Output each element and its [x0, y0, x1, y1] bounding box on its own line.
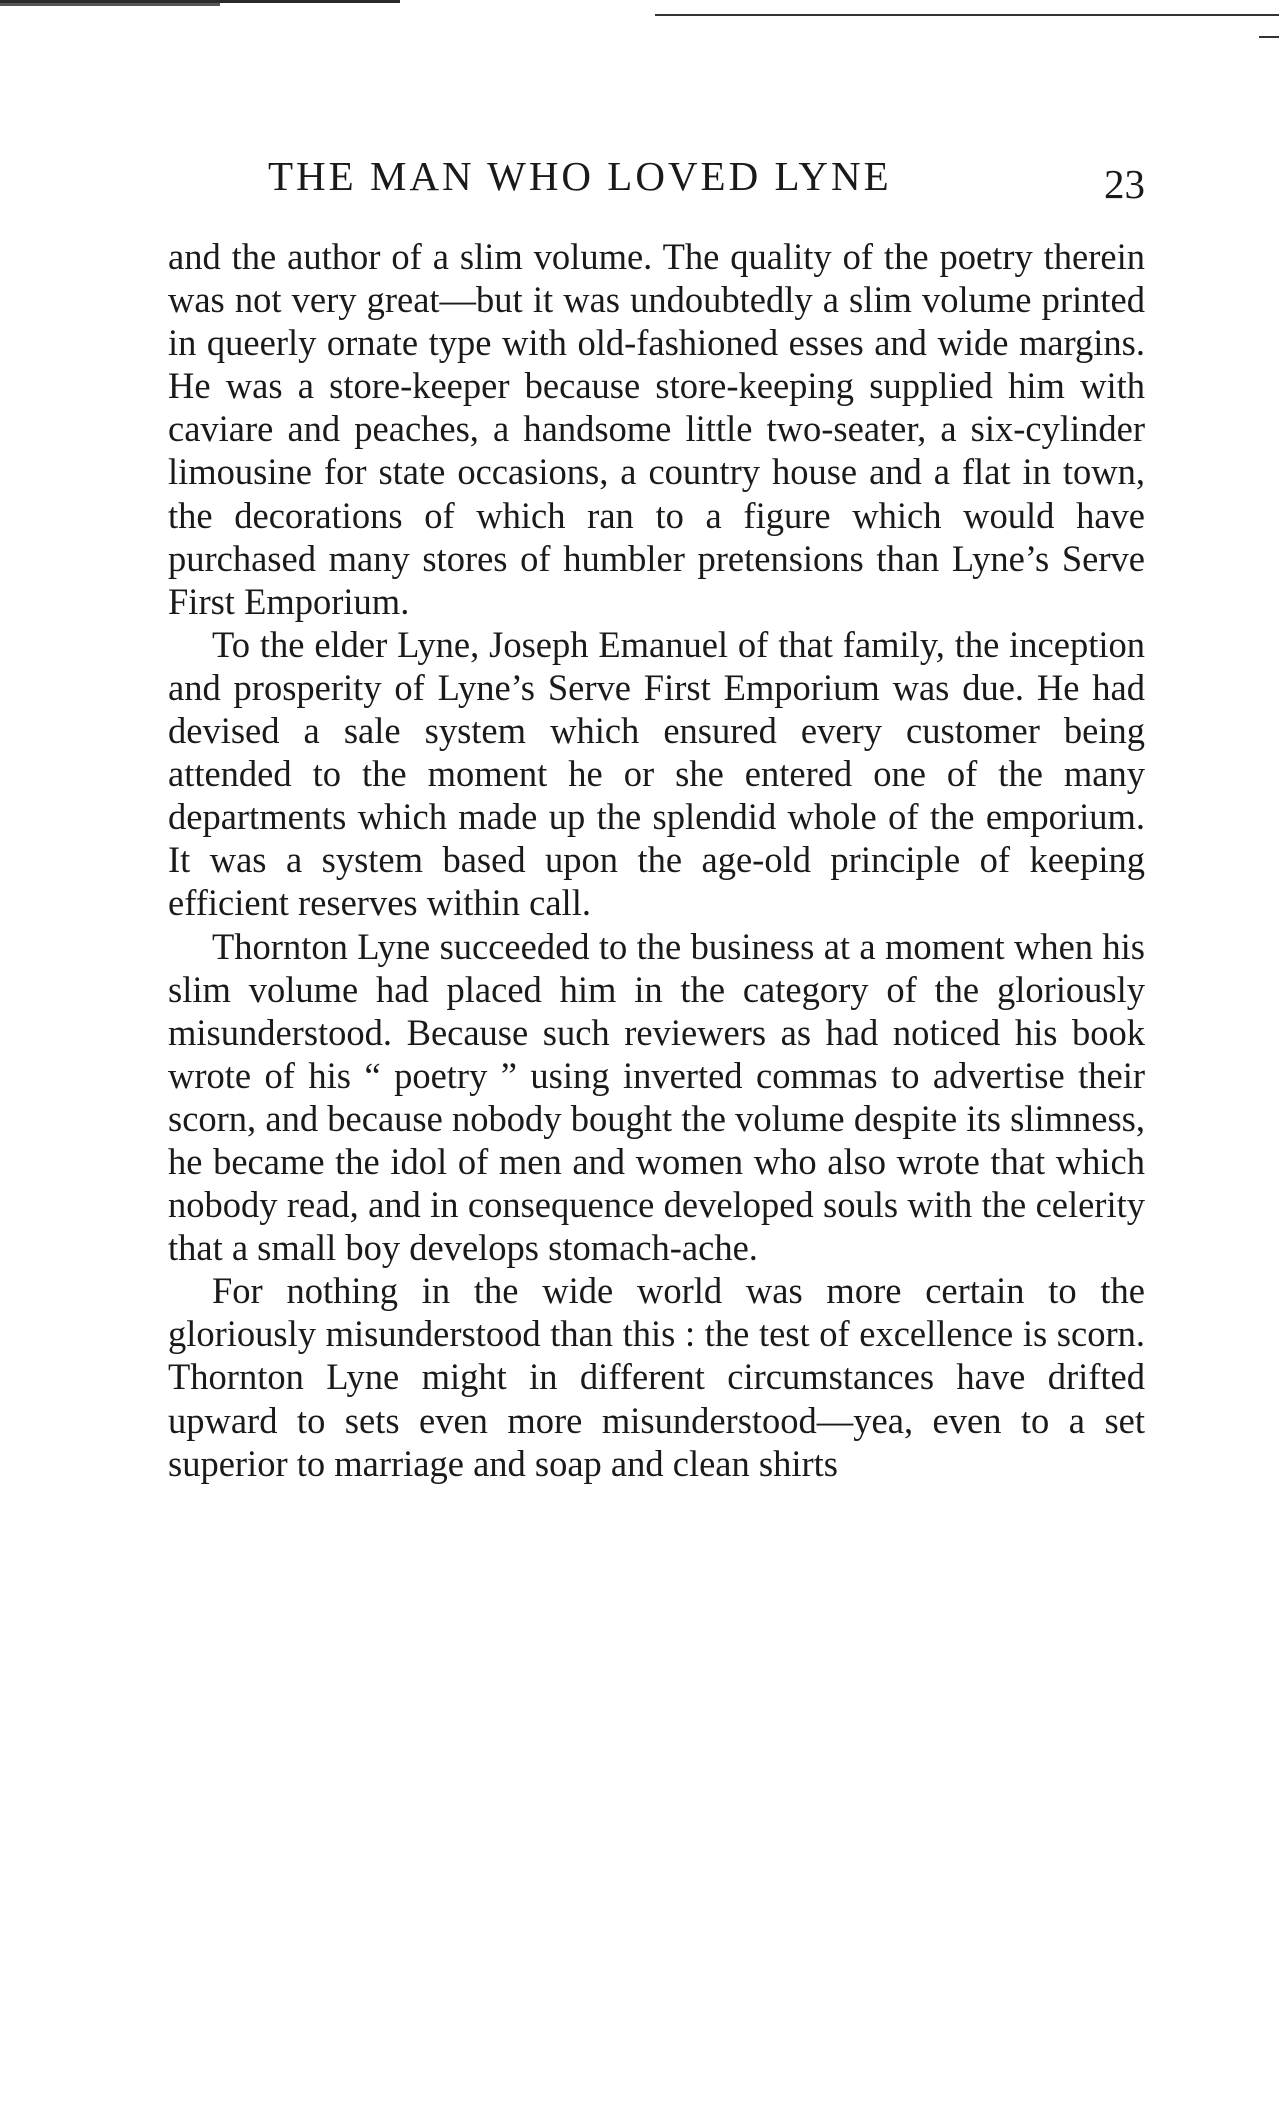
- paragraph-2: To the elder Lyne, Joseph Emanuel of that family, the inception and prosperity of Lyne’s Serve First Emporium was due. He had devised a sale system which ensured every customer being attended to the moment he or she entered one of the many departments which made up the splendid whole of the emporium. It was a system based upon the age-old principle of keeping efficient reserves within call.: [168, 623, 1145, 924]
- running-title: THE MAN WHO LOVED LYNE: [268, 153, 892, 199]
- paragraph-3: Thornton Lyne succeeded to the business at a moment when his slim volume had placed him in the category of the gloriously misunderstood. Because such reviewers as had noticed his book wrote of his “ poetry ” using inverted commas to advertise their scorn, and because nobody bought the volume despite its slimness, he became the idol of men and women who also wrote that which nobody read, and in consequence developed souls with the celerity that a small boy develops stomach-ache.: [168, 925, 1145, 1269]
- paragraph-4: For nothing in the wide world was more certain to the gloriously misunderstood than this : the test of excellence is scorn. Thornton Lyne might in different circumstances have drifted upward to sets even more misunderstood—yea, even to a set superior to marriage and soap and clean shirts: [168, 1270, 1145, 1484]
- body-text: [168, 235, 1145, 1485]
- page-header: [168, 152, 1145, 208]
- top-right-rule: [655, 14, 1279, 16]
- top-left-rule: [0, 0, 400, 3]
- page-number: 23: [1104, 161, 1145, 207]
- paragraph-1: and the author of a slim volume. The quality of the poetry therein was not very great—but it was undoubtedly a slim volume printed in queerly ornate type with old-fashioned esses and wide margins. He was a store-keeper because store-keeping supplied him with caviare and peaches, a handsome little two-seater, a six-cylinder limousine for state occasions, a country house and a flat in town, the decorations of which ran to a figure which would have purchased many stores of humbler pretensions than Lyne’s Serve First Emporium.: [168, 236, 1145, 622]
